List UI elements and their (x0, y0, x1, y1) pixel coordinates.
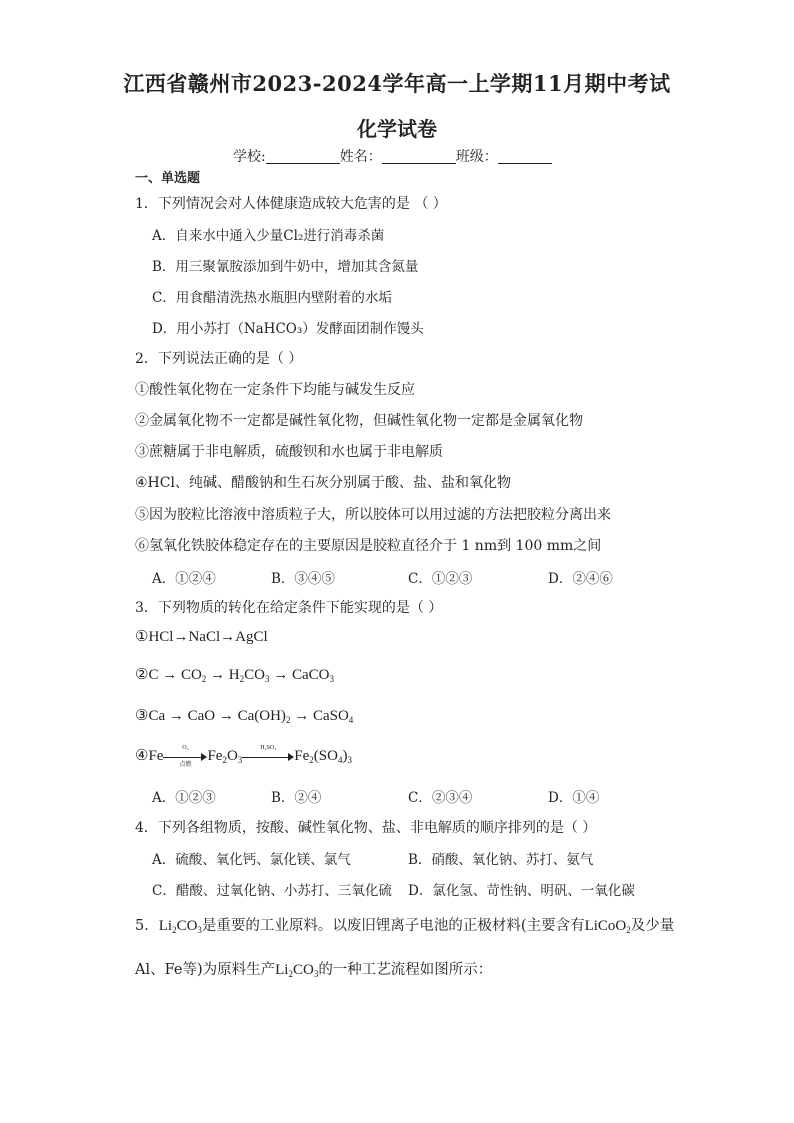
q3-reaction-2-number: ② (135, 667, 149, 683)
arrow-h2so4 (242, 744, 294, 764)
q1-option-b[interactable]: B．用三聚氰胺添加到牛奶中，增加其含氮量 (152, 259, 419, 275)
q2-statement-2: ②金属氧化物不一定都是碱性氧化物，但碱性氧化物一定都是金属氧化物 (135, 413, 583, 429)
arrow-top-label: O₂ (182, 744, 189, 751)
q2-statement-3: ③蔗糖属于非电解质，硫酸钡和水也属于非电解质 (135, 444, 443, 460)
q3-reaction-3-number: ③ (135, 708, 149, 724)
question-1-stem: 1．下列情况会对人体健康造成较大危害的是 （ ） (135, 196, 447, 212)
q2-option-b[interactable]: B．③④⑤ (271, 571, 335, 587)
q2-option-a[interactable]: A．①②④ (152, 571, 216, 587)
q4-option-c[interactable]: C．醋酸、过氧化钠、小苏打、三氧化硫 (152, 883, 392, 899)
q5-line1-text-a: 是重要的工业原料。以废旧锂离子电池的正极材料(主要含有 (201, 918, 585, 934)
q2-option-c[interactable]: C．①②③ (408, 571, 473, 587)
arrow-bottom-label: 点燃 (179, 761, 192, 768)
q1-option-a[interactable]: A．自来水中通入少量Cl₂进行消毒杀菌 (152, 228, 385, 244)
q3-reaction-1: ①HCl→NaCl→AgCl (135, 629, 268, 645)
class-blank[interactable] (498, 149, 552, 164)
q2-statement-5: ⑤因为胶粒比溶液中溶质粒子大，所以胶体可以用过滤的方法把胶粒分离出来 (135, 507, 611, 523)
q3-option-c[interactable]: C．②③④ (408, 790, 473, 806)
question-5-line-2: Al、Fe等)为原料生产$Li_2CO_3$的一种工艺流程如图所示： (135, 962, 493, 979)
q4-option-a[interactable]: A．硫酸、氧化钙、氯化镁、氯气 (152, 852, 351, 868)
q4-option-d[interactable]: D．氯化氢、苛性钠、明矾、一氧化碳 (408, 883, 635, 899)
q3-reaction-3: ③Ca → CaO → $Ca(OH)_2$ → CaSO$_4$ (135, 708, 354, 725)
exam-subtitle: 化学试卷 (357, 117, 437, 141)
q5-number: 5． (135, 918, 159, 934)
name-label: 姓名： (339, 149, 382, 165)
question-5-line-1: 5．$Li_2CO_3$是重要的工业原料。以废旧锂离子电池的正极材料(主要含有LiCoO$_2$及少量 (135, 918, 675, 935)
q5-line2-text-a: Al、Fe等)为原料生产 (135, 962, 276, 978)
q2-option-d[interactable]: D．②④⑥ (548, 571, 613, 587)
question-4-stem: 4．下列各组物质，按酸、碱性氧化物、盐、非电解质的顺序排列的是（ ） (135, 820, 597, 836)
q3-option-d[interactable]: D．①④ (548, 790, 600, 806)
q3-option-a[interactable]: A．①②③ (152, 790, 216, 806)
q5-line2-text-b: 的一种工艺流程如图所示： (318, 962, 493, 978)
school-label: 学校: (233, 149, 266, 165)
q3-reaction-4-number: ④ (135, 748, 149, 764)
arrow-top-label-h2so4: H₂SO₄ (260, 744, 277, 751)
q2-statement-1: ①酸性氧化物在一定条件下均能与碱发生反应 (135, 382, 415, 398)
q1-option-d[interactable]: D．用小苏打（NaHCO₃）发酵面团制作馒头 (152, 321, 424, 337)
q2-statement-6: ⑥氢氧化铁胶体稳定存在的主要原因是胶粒直径介于 1 nm到 100 mm之间 (135, 538, 602, 554)
q5-line1-text-b: 及少量 (630, 918, 675, 934)
school-blank[interactable] (266, 149, 340, 164)
q1-option-c[interactable]: C．用食醋清洗热水瓶胆内壁附着的水垢 (152, 290, 392, 306)
question-2-stem: 2．下列说法正确的是（ ） (135, 351, 303, 367)
question-3-stem: 3．下列物质的转化在给定条件下能实现的是（ ） (135, 600, 443, 616)
section-heading: 一、单选题 (135, 171, 201, 186)
exam-title: 江西省赣州市2023-2024学年高一上学期11月期中考试 (123, 71, 671, 96)
q3-reaction-2: ②C → $CO_2 \to H_2CO_3$ → CaCO$_3$ (135, 667, 334, 684)
name-blank[interactable] (382, 149, 456, 164)
class-label: 班级： (455, 149, 498, 165)
q3-option-b[interactable]: B．②④ (271, 790, 322, 806)
q2-statement-4: ④HCl、纯碱、醋酸钠和生石灰分别属于酸、盐、盐和氧化物 (135, 475, 511, 491)
student-info-line (233, 146, 552, 166)
q4-option-b[interactable]: B．硝酸、氧化钠、苏打、氨气 (408, 852, 594, 868)
q3-reaction-4: ④Fe O₂ 点燃 $Fe_2O_3$ H₂SO₄ $Fe_2(SO_4)_3$ (135, 744, 352, 768)
arrow-o2-ignite (163, 744, 207, 768)
